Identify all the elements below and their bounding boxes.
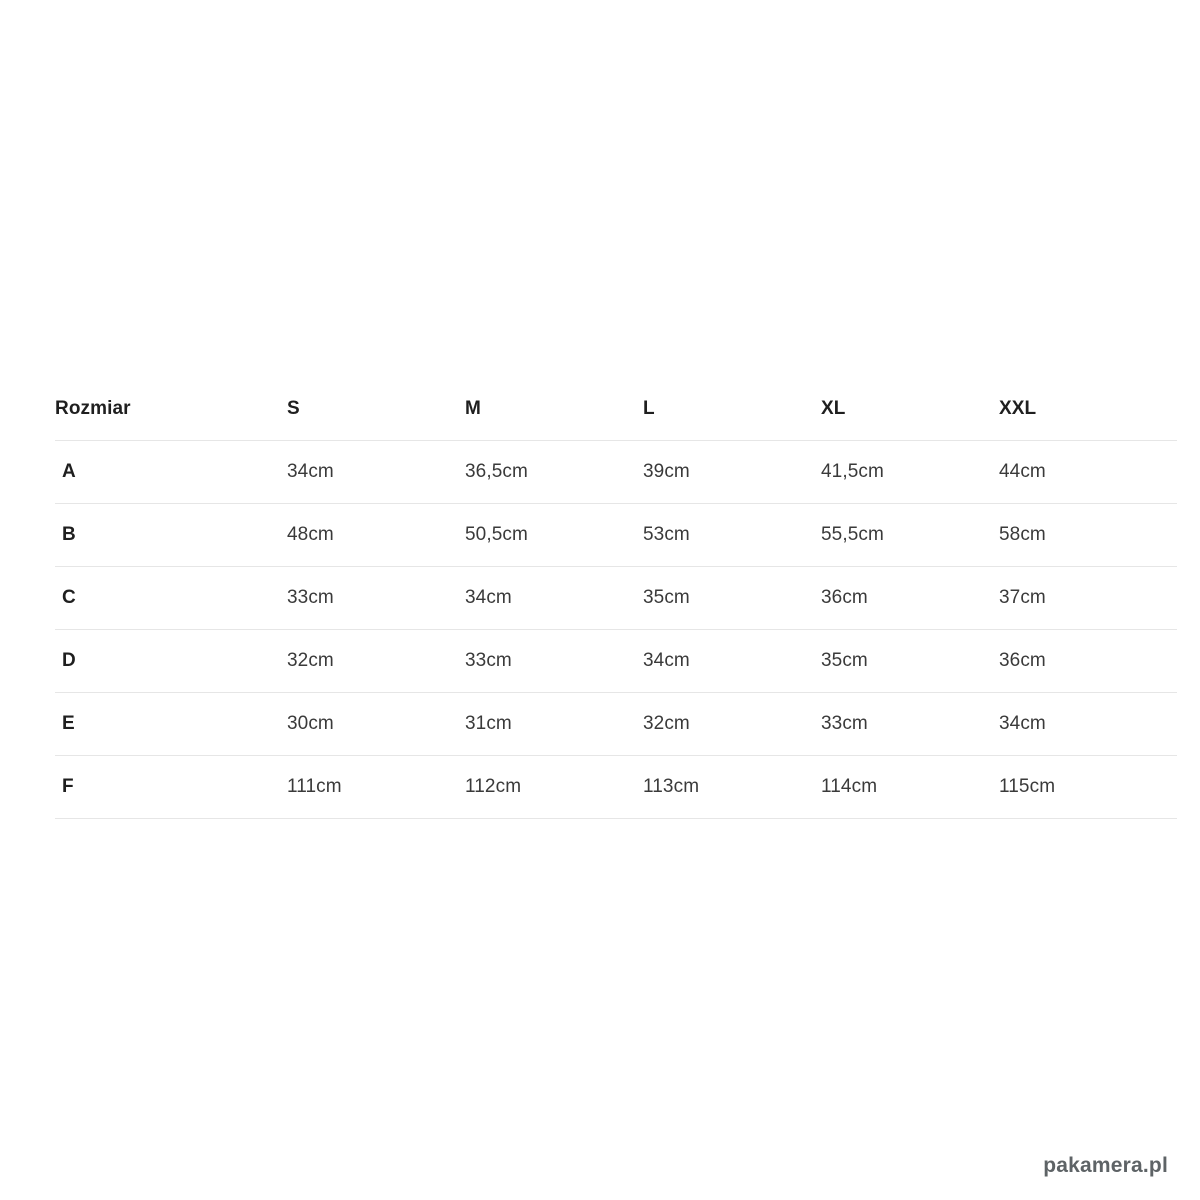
cell-d-s: 32cm [287,630,465,693]
cell-f-l: 113cm [643,756,821,819]
cell-c-xl: 36cm [821,567,999,630]
cell-d-xxl: 36cm [999,630,1177,693]
table-row [55,504,1177,567]
cell-b-s: 48cm [287,504,465,567]
cell-a-l: 39cm [643,441,821,504]
cell-a-xl: 41,5cm [821,441,999,504]
cell-a-s: 34cm [287,441,465,504]
row-label-d: D [55,630,287,693]
column-header-l: L [643,378,821,441]
row-label-a: A [55,441,287,504]
cell-f-xl: 114cm [821,756,999,819]
table-header [55,378,1177,441]
cell-b-xl: 55,5cm [821,504,999,567]
cell-f-s: 111cm [287,756,465,819]
cell-c-s: 33cm [287,567,465,630]
row-label-e: E [55,693,287,756]
cell-a-xxl: 44cm [999,441,1177,504]
cell-d-xl: 35cm [821,630,999,693]
table-row [55,630,1177,693]
table-body [55,441,1177,819]
cell-b-xxl: 58cm [999,504,1177,567]
column-header-rozmiar: Rozmiar [55,378,287,441]
column-header-s: S [287,378,465,441]
cell-d-m: 33cm [465,630,643,693]
watermark-logo: pakamera.pl [1043,1154,1168,1177]
cell-c-xxl: 37cm [999,567,1177,630]
cell-b-m: 50,5cm [465,504,643,567]
cell-f-m: 112cm [465,756,643,819]
cell-b-l: 53cm [643,504,821,567]
column-header-xxl: XXL [999,378,1177,441]
table-row [55,567,1177,630]
cell-e-s: 30cm [287,693,465,756]
table-row [55,756,1177,819]
cell-f-xxl: 115cm [999,756,1177,819]
cell-c-m: 34cm [465,567,643,630]
table-header-row [55,378,1177,441]
table-row [55,693,1177,756]
row-label-f: F [55,756,287,819]
row-label-b: B [55,504,287,567]
cell-e-xl: 33cm [821,693,999,756]
column-header-m: M [465,378,643,441]
cell-c-l: 35cm [643,567,821,630]
column-header-xl: XL [821,378,999,441]
cell-e-l: 32cm [643,693,821,756]
table-row [55,441,1177,504]
cell-e-m: 31cm [465,693,643,756]
size-table [55,378,1177,819]
row-label-c: C [55,567,287,630]
cell-e-xxl: 34cm [999,693,1177,756]
cell-a-m: 36,5cm [465,441,643,504]
cell-d-l: 34cm [643,630,821,693]
